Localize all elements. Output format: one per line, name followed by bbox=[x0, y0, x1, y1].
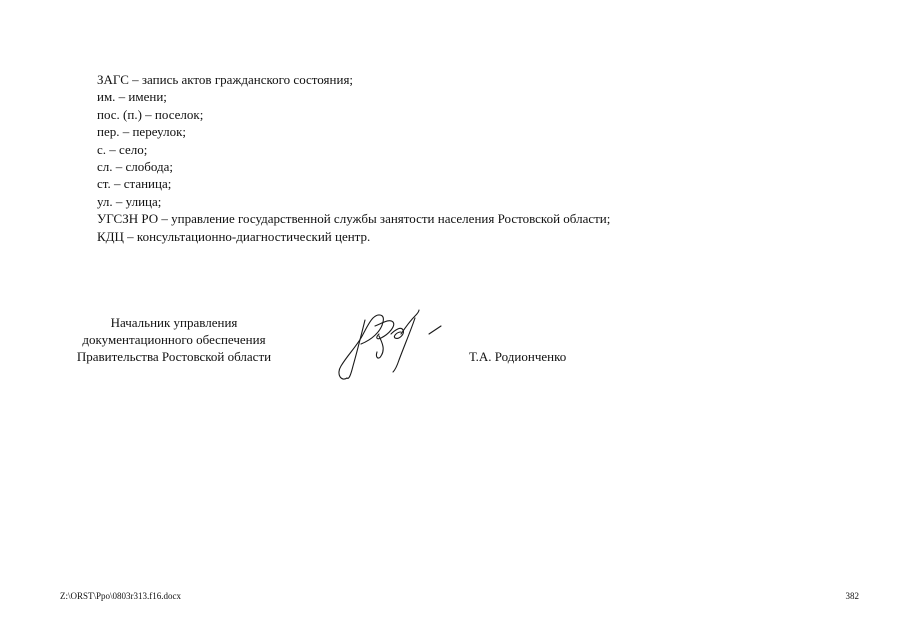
abbreviation-item: УГСЗН РО – управление государственной службы занятости населения Ростовской области; bbox=[97, 211, 611, 227]
signatory-title-line: Правительства Ростовской области bbox=[76, 349, 272, 364]
abbreviation-item: ст. – станица; bbox=[97, 176, 172, 192]
abbreviation-item: сл. – слобода; bbox=[97, 159, 174, 175]
abbreviation-item: ЗАГС – запись актов гражданского состояния; bbox=[97, 72, 354, 87]
abbreviation-item: КДЦ – консультационно-диагностический центр. bbox=[97, 228, 371, 244]
abbreviation-item: с. – село; bbox=[97, 141, 148, 157]
page-number: 382 bbox=[845, 591, 859, 601]
abbreviation-item: им. – имени; bbox=[97, 89, 167, 105]
abbreviation-item: пер. – переулок; bbox=[97, 124, 186, 140]
signatory-title bbox=[56, 314, 292, 365]
handwritten-signature bbox=[335, 304, 447, 386]
signatory-title-line: Начальник управления bbox=[110, 315, 238, 330]
signatory-title-line: документационного обеспечения bbox=[82, 332, 266, 347]
footer-file-path: Z:\ORST\Ppo\0803r313.f16.docx bbox=[60, 591, 181, 601]
abbreviation-list bbox=[97, 71, 817, 245]
abbreviation-item: ул. – улица; bbox=[97, 193, 162, 209]
signer-name: Т.А. Родионченко bbox=[469, 349, 567, 364]
abbreviation-item: пос. (п.) – поселок; bbox=[97, 106, 204, 122]
